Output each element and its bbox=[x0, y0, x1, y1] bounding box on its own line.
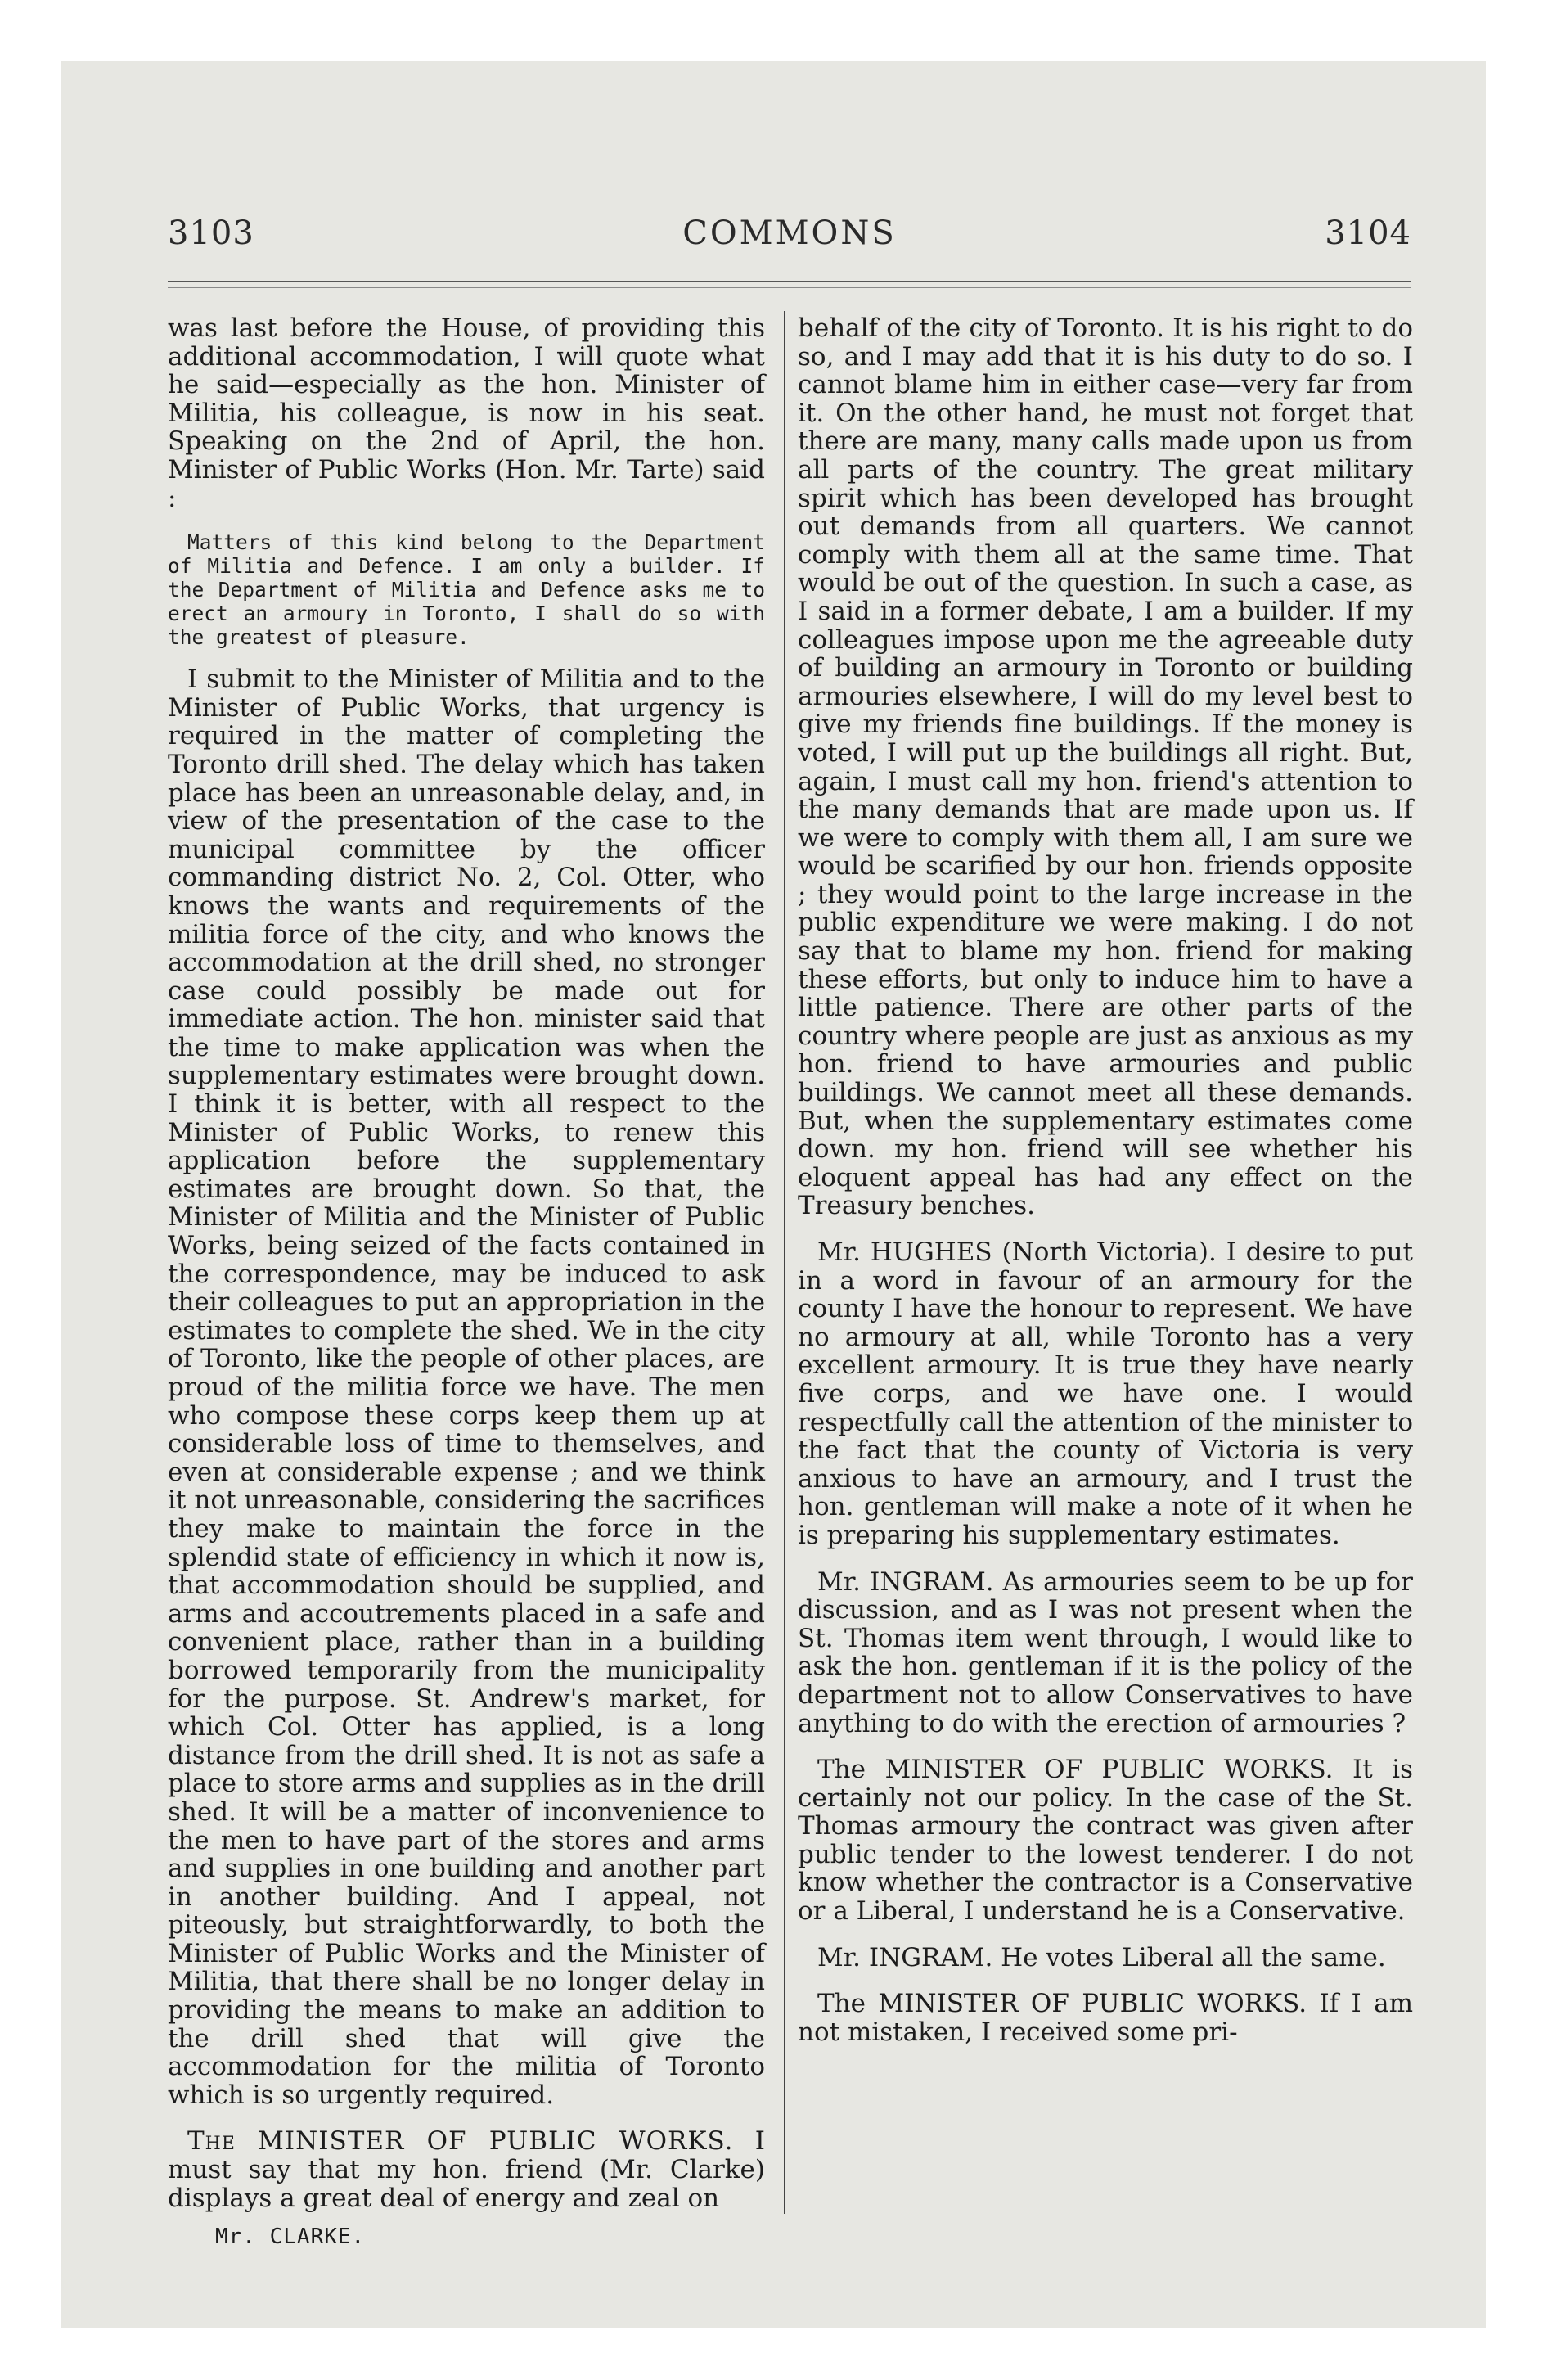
left-column bbox=[168, 314, 765, 2212]
right-paragraph-ingram-2: Mr. INGRAM. He votes Liberal all the same. bbox=[817, 1942, 1386, 1972]
right-page-number: 3104 bbox=[1325, 214, 1411, 252]
right-paragraph-minister-1: The MINISTER OF PUBLIC WORKS. It is certainly not our policy. In the case of the St. Thomas armoury the contract was given after public tender to the lowest tenderer. I do not know whether the contractor is a Conservative or a Liberal, I understand he is a Conservative. bbox=[798, 1755, 1413, 1927]
left-paragraph-2: I submit to the Minister of Militia and to the Minister of Public Works, that urgency is required in the matter of completing the Toronto drill shed. The delay which has taken place has been an unreasonable delay, and, in view of the presentation of the case to the municipal committee by the officer commanding district No. 2, Col. Otter, who knows the wants and requirements of the militia force of the city, and who knows the accommodation at the drill shed, no stronger case could possibly be made out for immediate action. The hon. minister said that the time to make application was when the supplementary estimates were brought down. I think it is better, with all respect to the Minister of Public Works, to renew this application before the supplementary estimates are brought down. So that, the Minister of Militia and the Minister of Public Works, being seized of the facts contained in the correspondence, may be induced to ask their colleagues to put an appropriation in the estimates to complete the shed. We in the city of Toronto, like the people of other places, are proud of the militia force we have. The men who compose these corps keep them up at considerable loss of time to themselves, and even at considerable expense ; and we think it not unreasonable, considering the sacrifices they make to maintain the force in the splendid state of efficiency in which it now is, that accommodation should be supplied, and arms and accoutrements placed in a safe and convenient place, rather than in a building borrowed temporarily from the municipality for the purpose. St. Andrew's market, for which Col. Otter has applied, is a long distance from the drill shed. It is not as safe a place to store arms and supplies as in the drill shed. It will be a matter of inconvenience to the men to have part of the stores and arms and supplies in one building and another part in another building. And I appeal, not piteously, but straightforwardly, to both the Minister of Public Works and the Minister of Militia, that there shall be no longer delay in providing the means to make an addition to the drill shed that will give the accommodation for the militia of Toronto which is so urgently required. bbox=[168, 665, 765, 2110]
quote-text: Matters of this kind belong to the Department of Militia and Defence. I am only a builder. If the Department of Militia and Defence asks me to erect an armoury in Toronto, I shall do so with the greatest of pleasure. bbox=[168, 530, 765, 650]
speaker-minister-public-works: The MINISTER OF PUBLIC WORKS. bbox=[187, 2126, 734, 2157]
right-paragraph-ingram-1: Mr. INGRAM. As armouries seem to be up for discussion, and as I was not present when the St. Thomas item went through, I would like to ask the hon. gentleman if it is the policy of the department not to allow Conservatives to have anything to do with the erection of armouries ? bbox=[798, 1566, 1413, 1738]
column-divider bbox=[784, 311, 785, 2214]
quoted-statement bbox=[168, 530, 765, 649]
right-column bbox=[798, 314, 1413, 2046]
footer-speaker-name: Mr. CLARKE. bbox=[215, 2224, 366, 2249]
left-paragraph-1: was last before the House, of providing this additional accommodation, I will quote what he said—especially as the hon. Minister of Militia, his colleague, is now in his seat. Speaking on the 2nd of April, the hon. Minister of Public Works (Hon. Mr. Tarte) said : bbox=[168, 313, 765, 513]
right-paragraph-1: behalf of the city of Toronto. It is his right to do so, and I may add that it is his duty to do so. I cannot blame him in either case—very far from it. On the other hand, he must not forget that there are many, many calls made upon us from all parts of the country. The great military spirit which has been developed has brought out demands from all quarters. We cannot comply with them all at the same time. That would be out of the question. In such a case, as I said in a former debate, I am a builder. If my colleagues impose upon me the agreeable duty of building an armoury in Toronto or building armouries elsewhere, I will do my level best to give my friends fine buildings. If the money is voted, I will put up the buildings all right. But, again, I must call my hon. friend's attention to the many demands that are made upon us. If we were to comply with them all, I am sure we would be scarified by our hon. friends opposite ; they would point to the large increase in the public expenditure we were making. I do not say that to blame my hon. friend for making these efforts, but only to induce him to have a little patience. There are other parts of the country where people are just as anxious as my hon. friend to have armouries and public buildings. We cannot meet all these demands. But, when the supplementary estimates come down. my hon. friend will see whether his eloquent appeal has had any effect on the Treasury benches. bbox=[798, 313, 1413, 1221]
left-page-number: 3103 bbox=[168, 214, 254, 252]
right-paragraph-hughes: Mr. HUGHES (North Victoria). I desire to put in a word in favour of an armoury for the county I have the honour to represent. We have no armoury at all, while Toronto has a very excellent armoury. It is true they have nearly five corps, and we have one. I would respectfully call the attention of the minister to the fact that the county of Victoria is very anxious to have an armoury, and I trust the hon. gentleman will make a note of it when he is preparing his supplementary estimates. bbox=[798, 1237, 1413, 1550]
header-rule-secondary bbox=[168, 287, 1411, 288]
right-paragraph-minister-2: The MINISTER OF PUBLIC WORKS. If I am not mistaken, I received some pri- bbox=[798, 1989, 1413, 2047]
left-paragraph-3 bbox=[168, 2127, 765, 2212]
page-header bbox=[168, 214, 1411, 255]
header-rule bbox=[168, 281, 1411, 282]
running-title: COMMONS bbox=[682, 214, 897, 252]
left-paragraph-3-text: I must say that my hon. friend (Mr. Clarke) displays a great deal of energy and zeal on bbox=[168, 2126, 765, 2213]
